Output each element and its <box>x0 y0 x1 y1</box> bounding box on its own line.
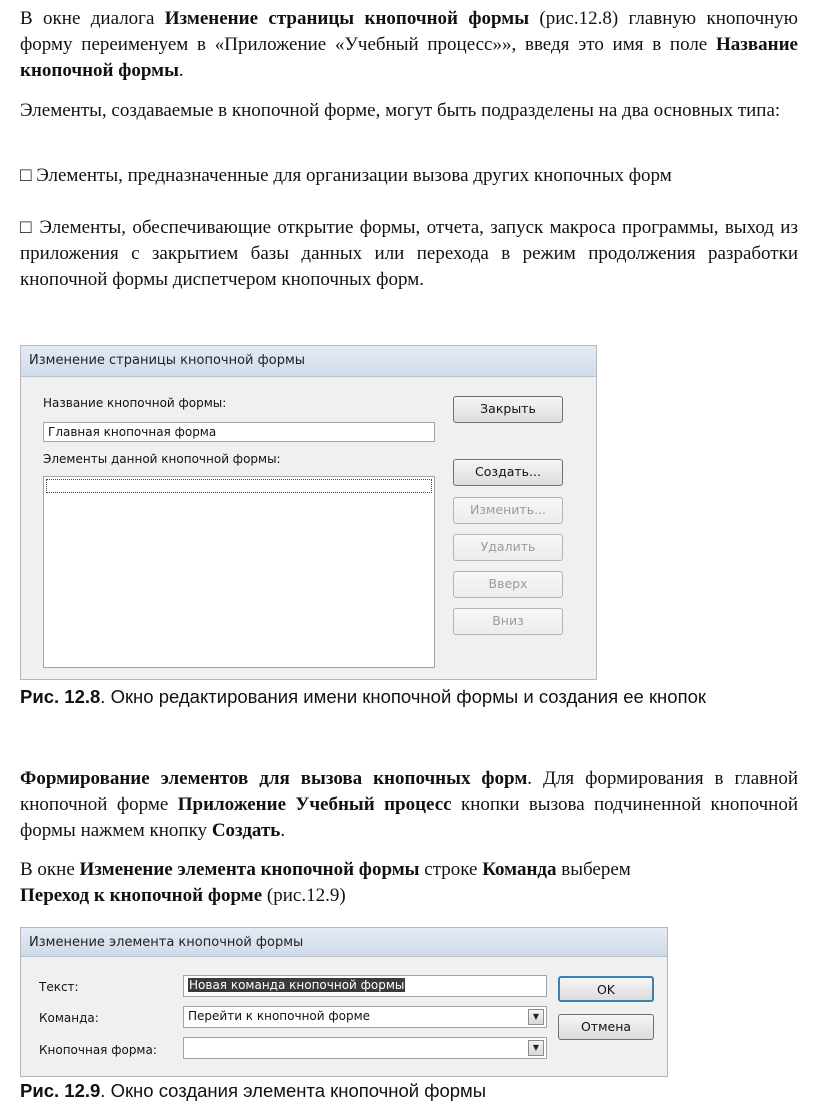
bold-run: Изменение страницы кнопочной формы <box>164 8 530 29</box>
text-input[interactable] <box>183 975 547 997</box>
edit-switchboard-page-dialog <box>20 345 597 680</box>
dialog-title: Изменение элемента кнопочной формы <box>29 935 304 950</box>
move-up-button[interactable]: Вверх <box>453 571 563 598</box>
bullet-item-1: □ Элементы, предназначенные для организации вызова других кнопочных форм <box>20 165 672 186</box>
switchboard-label: Кнопочная форма: <box>39 1043 157 1057</box>
bold-run: Формирование элементов для вызова кнопочных форм <box>20 768 528 789</box>
close-button[interactable]: Закрыть <box>453 396 563 423</box>
bold-run: Переход к кнопочной форме <box>20 885 263 906</box>
selected-text: Новая команда кнопочной формы <box>189 978 405 992</box>
switchboard-name-input[interactable]: Главная кнопочная форма <box>43 422 435 442</box>
text-run: . <box>178 60 184 81</box>
command-label: Команда: <box>39 1011 99 1025</box>
switchboard-name-label: Название кнопочной формы: <box>43 396 227 410</box>
text-run: В окне <box>20 859 80 880</box>
forming-elements-paragraph <box>20 766 798 844</box>
command-paragraph <box>20 857 798 909</box>
switchboard-select[interactable] <box>183 1037 547 1059</box>
edit-switchboard-item-dialog <box>20 927 668 1077</box>
move-down-button[interactable]: Вниз <box>453 608 563 635</box>
text-run: (рис.12.8) главную кнопочную форму переименуем в «Приложение «Учебный процесс»», введя это имя в поле <box>20 8 798 55</box>
text-run: В окне диалога <box>20 8 165 29</box>
text-run: . <box>280 820 286 841</box>
bold-run: Команда <box>482 859 557 880</box>
bold-run: Изменение элемента кнопочной формы <box>79 859 420 880</box>
command-select[interactable] <box>183 1006 547 1028</box>
text-run: кнопки вызова подчиненной кнопочной формы нажмем кнопку <box>20 794 798 841</box>
switchboard-items-list[interactable] <box>43 476 435 668</box>
text-run: выберем <box>556 859 631 880</box>
text-label: Текст: <box>39 980 79 994</box>
switchboard-items-label: Элементы данной кнопочной формы: <box>43 452 281 466</box>
text-run: (рис.12.9) <box>262 885 346 906</box>
edit-button[interactable]: Изменить... <box>453 497 563 524</box>
dialog-title: Изменение страницы кнопочной формы <box>29 353 306 368</box>
figure-caption-12-9 <box>20 1078 805 1104</box>
intro-paragraph <box>20 6 798 84</box>
figure-caption-12-8 <box>20 684 805 710</box>
bullet-item-2: □ Элементы, обеспечивающие открытие формы, отчета, запуск макроса программы, выход из приложения с закрытием базы данных или перехода в режим продолжения разработки кнопочной формы диспетчером кнопочных форм. <box>20 217 798 290</box>
text-run: строке <box>419 859 483 880</box>
caption-text: . Окно создания элемента кнопочной формы <box>100 1080 487 1101</box>
bold-run: Приложение Учебный процесс <box>177 794 452 815</box>
list-focus-row <box>46 479 432 493</box>
create-button[interactable]: Создать... <box>453 459 563 486</box>
command-value: Перейти к кнопочной форме <box>188 1009 371 1023</box>
caption-text: . Окно редактирования имени кнопочной формы и создания ее кнопок <box>100 686 706 707</box>
dropdown-arrow-icon[interactable]: ▼ <box>528 1009 544 1025</box>
dialog-titlebar <box>21 346 596 377</box>
types-paragraph: Элементы, создаваемые в кнопочной форме, могут быть подразделены на два основных типа: <box>20 100 781 121</box>
caption-number: Рис. 12.8 <box>20 686 101 707</box>
bold-run: Название кнопочной формы <box>20 34 798 81</box>
bold-run: Создать <box>211 820 281 841</box>
cancel-button[interactable]: Отмена <box>558 1014 654 1040</box>
delete-button[interactable]: Удалить <box>453 534 563 561</box>
caption-number: Рис. 12.9 <box>20 1080 101 1101</box>
dropdown-arrow-icon[interactable]: ▼ <box>528 1040 544 1056</box>
ok-button[interactable]: OK <box>558 976 654 1002</box>
text-run: . Для формирования в главной кнопочной форме <box>20 768 798 815</box>
dialog-titlebar <box>21 928 667 957</box>
